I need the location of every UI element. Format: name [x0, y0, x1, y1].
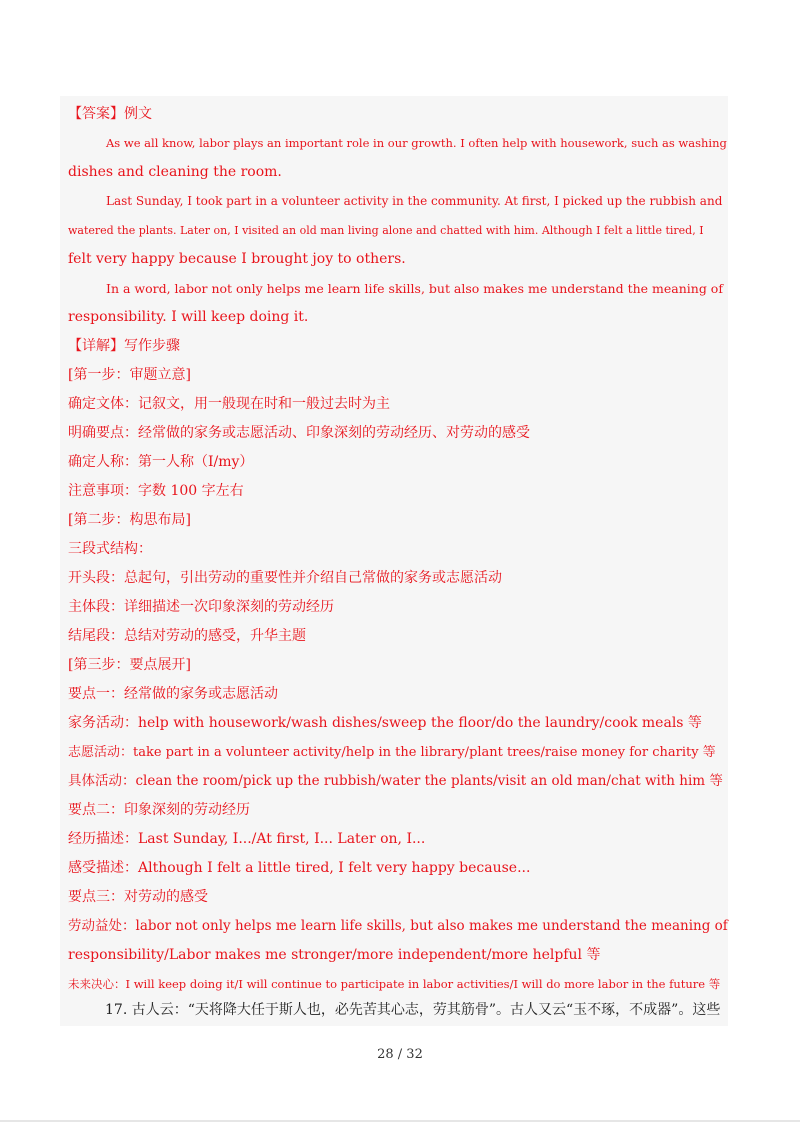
question-17: 17. 古人云：“天将降大任于斯人也，必先苦其心志，劳其筋骨”。古人又云“玉不琢，不成器”。这些: [105, 1002, 721, 1018]
step-item: 确定文体：记叙文，用一般现在时和一般过去时为主: [68, 396, 390, 412]
step-item: 具体活动：clean the room/pick up the rubbish/water the plants/visit an old man/chat with him 等: [68, 773, 723, 789]
step-item: 确定人称：第一人称（I/my）: [68, 454, 254, 470]
step-item: 要点三：对劳动的感受: [68, 889, 208, 905]
step-item: 家务活动：help with housework/wash dishes/sweep the floor/do the laundry/cook meals 等: [68, 715, 702, 731]
page-bottom-divider: [0, 1120, 800, 1122]
step-item: 主体段：详细描述一次印象深刻的劳动经历: [68, 599, 334, 615]
essay-line: watered the plants. Later on, I visited an old man living alone and chatted with him. Although I felt a little tired, I: [68, 224, 704, 237]
step-item: 志愿活动：take part in a volunteer activity/help in the library/plant trees/raise money for charity 等: [68, 745, 716, 760]
step-item: 三段式结构：: [68, 541, 152, 557]
step-title: [第二步：构思布局]: [68, 512, 191, 528]
step-title: [第一步：审题立意]: [68, 367, 191, 383]
step-item: responsibility/Labor makes me stronger/more independent/more helpful 等: [68, 947, 601, 963]
step-item: 经历描述：Last Sunday, I.../At first, I... Later on, I...: [68, 831, 426, 847]
detail-label: 【详解】写作步骤: [68, 338, 180, 354]
step-item: 结尾段：总结对劳动的感受，升华主题: [68, 628, 306, 644]
step-item: 注意事项：字数 100 字左右: [68, 483, 244, 499]
essay-line: responsibility. I will keep doing it.: [68, 309, 309, 325]
step-item: 未来决心：I will keep doing it/I will continue to participate in labor activities/I will do more labor in the future 等: [68, 977, 721, 991]
answer-label: 【答案】例文: [68, 106, 152, 122]
step-item: 要点一：经常做的家务或志愿活动: [68, 686, 278, 702]
essay-line: felt very happy because I brought joy to others.: [68, 251, 406, 267]
answer-content: [68, 100, 728, 999]
page-number: 28 / 32: [377, 1047, 423, 1062]
essay-line: As we all know, labor plays an important role in our growth. I often help with housework, such as washing: [106, 136, 727, 150]
step-item: 明确要点：经常做的家务或志愿活动、印象深刻的劳动经历、对劳动的感受: [68, 425, 530, 441]
step-item: 感受描述：Although I felt a little tired, I felt very happy because...: [68, 860, 531, 876]
step-item: 开头段：总起句，引出劳动的重要性并介绍自己常做的家务或志愿活动: [68, 570, 502, 586]
step-title: [第三步：要点展开]: [68, 657, 191, 673]
essay-line: Last Sunday, I took part in a volunteer activity in the community. At first, I picked up the rubbish and: [106, 194, 723, 208]
essay-line: In a word, labor not only helps me learn life skills, but also makes me understand the meaning of: [106, 281, 723, 296]
essay-line: dishes and cleaning the room.: [68, 164, 282, 180]
step-item: 要点二：印象深刻的劳动经历: [68, 802, 250, 818]
step-item: 劳动益处：labor not only helps me learn life skills, but also makes me understand the meaning of: [68, 918, 728, 934]
